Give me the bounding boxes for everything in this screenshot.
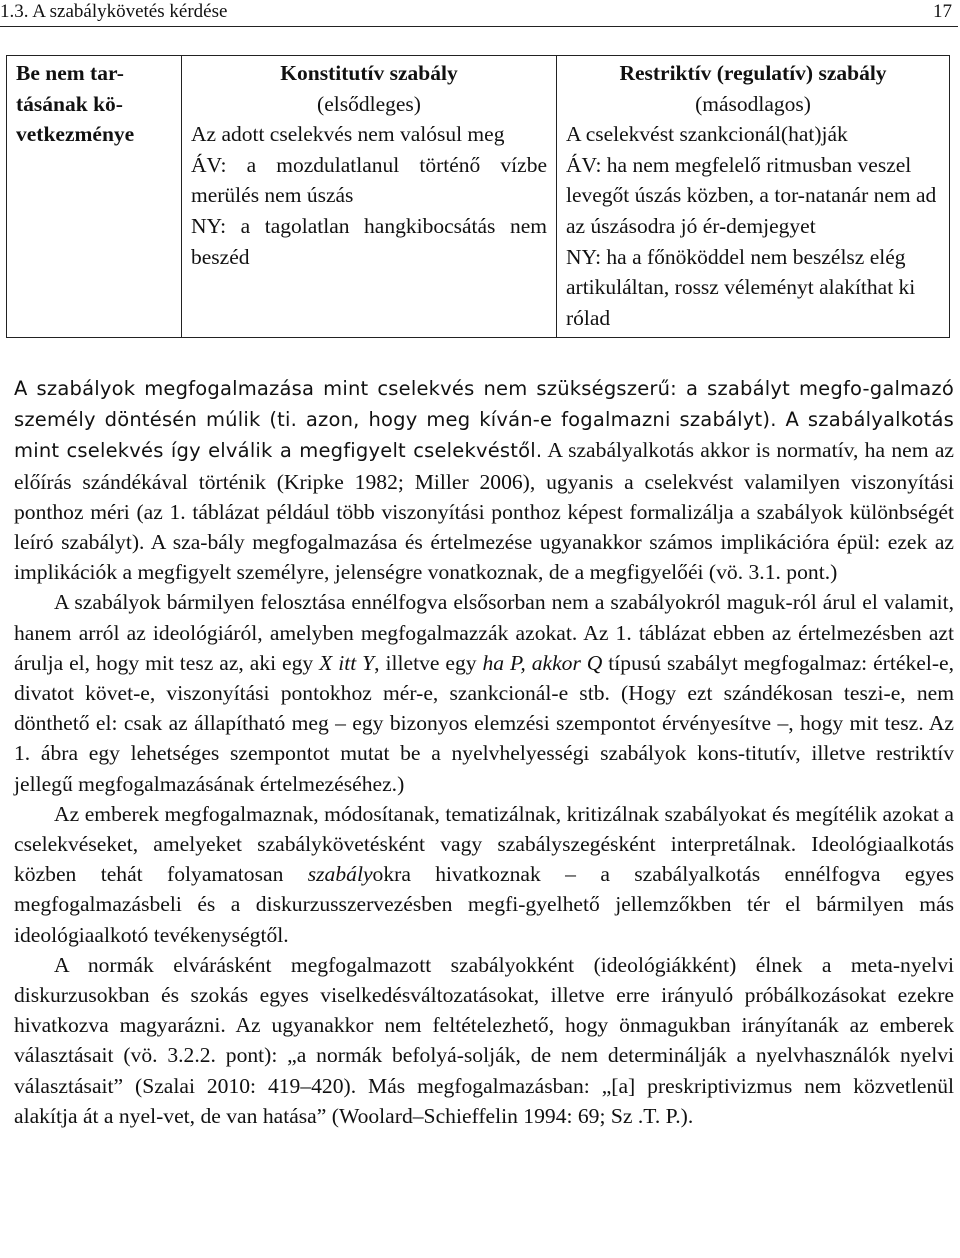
- italic-formula: X itt Y: [319, 650, 375, 675]
- italic-term: szabály: [307, 862, 373, 887]
- paragraph: [14, 587, 954, 798]
- body-text: [14, 373, 954, 1131]
- col2-line: ÁV: ha nem megfelelő ritmusban veszel levegőt úszás közben, a tor-natanár nem ad az úszásodra jó ér-demjegyet: [566, 152, 937, 238]
- paragraph: [14, 950, 954, 1131]
- italic-formula: ha P, akkor Q: [482, 650, 603, 675]
- col1-line: Az adott cselekvés nem valósul meg: [191, 122, 505, 147]
- paragraph-sans-part: A szabályok megfogalmazása mint cselekvés nem szükségszerű: a szabályt megfo-galmazó személy döntésén múlik (ti. azon, hogy meg kíván-e fogalmazni szabályt). A szabályalkotás mint cselekvés így elválik a megfigyelt cselekvéstől.: [14, 377, 954, 463]
- col1-line: ÁV: a mozdulatlanul történő vízbe merülés nem úszás: [191, 152, 547, 208]
- paragraph-text: A szabályok bármilyen felosztása ennélfogva elsősorban nem a szabályokról maguk-ról árul el valamit, hanem arról az ideológiáról, amelyben megfogalmazzák azokat. Az 1. táblázat ebben az értelmezésben azt árulja el, hogy mit tesz az, aki egy: [14, 590, 954, 675]
- section-title: 1.3. A szabálykövetés kérdése: [0, 1, 228, 22]
- table-row: [7, 56, 950, 338]
- paragraph: [14, 799, 954, 950]
- paragraph-serif-part: A szabályalkotás akkor is normatív, ha nem az előírás szándékával történik (Kripke 1982; Miller 2006), ugyanis a cselekvést valamilyen viszonyítási ponthoz méri (az 1. táblázat például több viszonyítási ponthoz képest formalizálja a szabályok különbségét leíró szabályt). A sza-bály megfogalmazása és értelmezése ugyanakkor számos implikációra épül: ezek az implikációk a megfigyelt személyre, jelenségre vonatkoznak, de a megfigyelőéi (vö. 3.1. pont.): [14, 438, 954, 585]
- col1-subtitle: (elsődleges): [317, 91, 421, 116]
- page-number: 17: [933, 1, 952, 22]
- paragraph-text: Az emberek megfogalmaznak, módosítanak, tematizálnak, kritizálnak szabályokat és megítélik azokat a cselekvéseket, amelyeket szabálykövetésként vagy szabályszegésként interpretálnak. Ideológiaalkotás közben tehát folyamatosan: [14, 801, 954, 887]
- row-label-cell: [7, 56, 182, 338]
- paragraph: [14, 373, 954, 587]
- running-header: [0, 0, 958, 27]
- row-label: Be nem tar-tásának kö-vetkezménye: [16, 61, 135, 147]
- paragraph-text: A normák elvárásként megfogalmazott szabályokként (ideológiákként) élnek a meta-nyelvi diskurzusokban és szokás egyes viselkedésváltozatásokat, illetve erre irányuló próbálkozásokat ezekre hivatkozva magyarázni. Az ugyanakkor nem feltételezhető, hogy önmagukban irányítanák az emberek választásait (vö. 3.2.2. pont): „a normák befolyá-solják, de nem determinálják a nyelvhasználók nyelvi választásait” (Szalai 2010: 419–420). Más megfogalmazásban: „[a] preskriptivizmus nem közvetlenül alakítja át a nyel-vet, de van hatása” (Woolard–Schieffelin 1994: 69; Sz .T. P.).: [14, 952, 954, 1128]
- paragraph-text: okra hivatkoznak – a szabályalkotás ennélfogva egyes megfogalmazásbeli és a diskurzusszervezésben megfi-gyelhető jellemzőkben tér el bármilyen más ideológiaalkotó tevékenységtől.: [14, 862, 954, 947]
- col2-title: Restriktív (regulatív) szabály: [619, 61, 887, 85]
- col1-title: Konstitutív szabály: [280, 61, 458, 85]
- paragraph-text: típusú szabályt megfogalmaz: értékel-e, divatot követ-e, viszonyítási pontokhoz mér-e, szankcionál-e stb. (Hogy ezt szándékosan teszi-e, nem dönthető el: csak az állapítható meg – egy bizonyos elemzési szempontot érvényesítve –, hogy mit tesz. Az 1. ábra egy lehetséges szempontot mutat be a nyelvhelyességi szabályok kons-titutív, illetve restriktív jellegű megfogalmazásának értelmezéséhez.): [14, 650, 954, 796]
- col1-line: NY: a tagolatlan hangkibocsátás nem beszéd: [191, 213, 547, 269]
- col2-line: NY: ha a főnököddel nem beszélsz elég artikuláltan, rossz véleményt alakíthat ki rólad: [566, 244, 916, 330]
- paragraph-text: , illetve egy: [374, 650, 483, 675]
- rule-types-table: [6, 55, 950, 338]
- col2-subtitle: (másodlagos): [695, 91, 811, 116]
- restrictive-rule-cell: [557, 56, 950, 338]
- constitutive-rule-cell: [182, 56, 557, 338]
- col2-line: A cselekvést szankcionál(hat)ják: [566, 122, 848, 147]
